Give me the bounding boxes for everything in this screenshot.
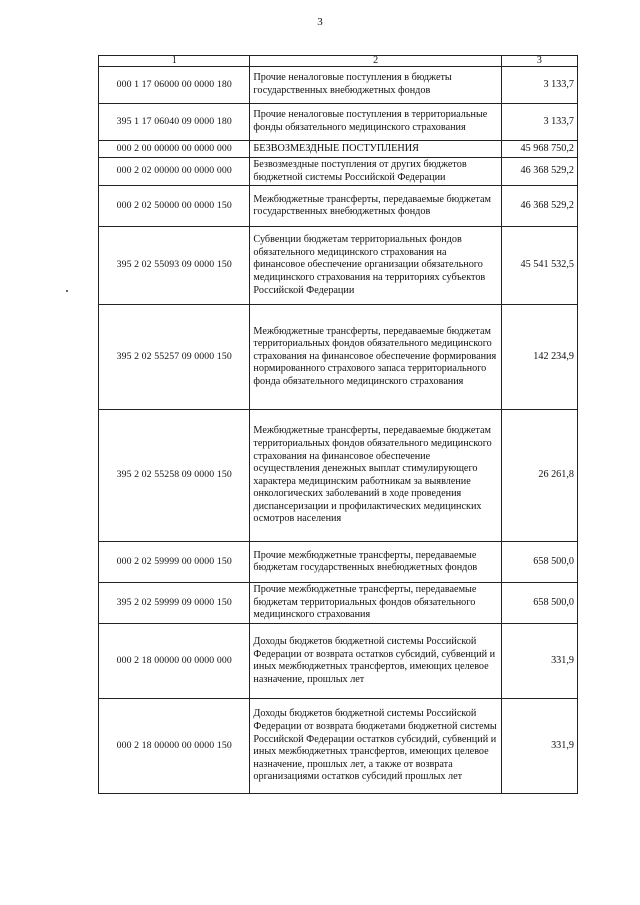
table-row xyxy=(99,104,578,141)
table-row xyxy=(99,699,578,794)
budget-code-cell: 395 1 17 06040 09 0000 180 xyxy=(99,104,250,141)
budget-code-cell: 395 2 02 55093 09 0000 150 xyxy=(99,227,250,305)
revenue-name-cell: Прочие неналоговые поступления в бюджеты государственных внебюджетных фондов xyxy=(250,67,501,104)
table-row xyxy=(99,141,578,158)
budget-code-cell: 395 2 02 55258 09 0000 150 xyxy=(99,410,250,542)
amount-cell: 45 968 750,2 xyxy=(501,141,577,158)
budget-code-cell: 395 2 02 55257 09 0000 150 xyxy=(99,305,250,410)
revenue-name-cell: Прочие межбюджетные трансферты, передаваемые бюджетам государственных внебюджетных фондов xyxy=(250,542,501,583)
header-cell-code: 1 xyxy=(99,56,250,67)
budget-code-cell: 000 1 17 06000 00 0000 180 xyxy=(99,67,250,104)
header-cell-name: 2 xyxy=(250,56,501,67)
revenue-name-cell: Прочие межбюджетные трансферты, передаваемые бюджетам территориальных фондов обязательного медицинского страхования xyxy=(250,583,501,624)
budget-code-cell: 000 2 18 00000 00 0000 000 xyxy=(99,624,250,699)
table-row xyxy=(99,227,578,305)
amount-cell: 658 500,0 xyxy=(501,542,577,583)
revenue-name-cell: Межбюджетные трансферты, передаваемые бюджетам территориальных фондов обязательного медицинского страхования на финансовое обеспечение формирования нормированного страхового запаса территориального фонда обязательного медицинского страхования xyxy=(250,305,501,410)
table-header-row xyxy=(99,56,578,67)
amount-cell: 3 133,7 xyxy=(501,67,577,104)
revenue-name-cell: Доходы бюджетов бюджетной системы Российской Федерации от возврата остатков субсидий, субвенций и иных межбюджетных трансфертов, имеющих целевое назначение, прошлых лет xyxy=(250,624,501,699)
amount-cell: 331,9 xyxy=(501,624,577,699)
table-row xyxy=(99,583,578,624)
revenue-name-cell: Межбюджетные трансферты, передаваемые бюджетам территориальных фондов обязательного медицинского страхования на финансовое обеспечение осуществления денежных выплат стимулирующего характера медицинским работникам за выявление онкологических заболеваний в ходе проведения диспансеризации и профилактических медицинских осмотров населения xyxy=(250,410,501,542)
budget-code-cell: 000 2 02 50000 00 0000 150 xyxy=(99,186,250,227)
table-row xyxy=(99,624,578,699)
scan-speck xyxy=(66,290,68,292)
amount-cell: 142 234,9 xyxy=(501,305,577,410)
amount-cell: 26 261,8 xyxy=(501,410,577,542)
table-row xyxy=(99,67,578,104)
amount-cell: 46 368 529,2 xyxy=(501,158,577,186)
budget-code-cell: 000 2 00 00000 00 0000 000 xyxy=(99,141,250,158)
table-row xyxy=(99,186,578,227)
revenue-name-cell: Безвозмездные поступления от других бюджетов бюджетной системы Российской Федерации xyxy=(250,158,501,186)
table-row xyxy=(99,305,578,410)
table-row xyxy=(99,542,578,583)
header-cell-amount: 3 xyxy=(501,56,577,67)
table-row xyxy=(99,410,578,542)
amount-cell: 46 368 529,2 xyxy=(501,186,577,227)
revenue-name-cell: Прочие неналоговые поступления в территориальные фонды обязательного медицинского страхования xyxy=(250,104,501,141)
revenue-name-cell: Доходы бюджетов бюджетной системы Российской Федерации от возврата бюджетами бюджетной системы Российской Федерации остатков субсидий, субвенций и иных межбюджетных трансфертов, имеющих целевое назначение, прошлых лет, а также от возврата организациями остатков субсидий прошлых лет xyxy=(250,699,501,794)
table-row xyxy=(99,158,578,186)
budget-revenue-table xyxy=(98,55,578,794)
budget-code-cell: 000 2 18 00000 00 0000 150 xyxy=(99,699,250,794)
budget-code-cell: 395 2 02 59999 09 0000 150 xyxy=(99,583,250,624)
page-number: 3 xyxy=(317,16,323,28)
revenue-name-cell: БЕЗВОЗМЕЗДНЫЕ ПОСТУПЛЕНИЯ xyxy=(250,141,501,158)
amount-cell: 3 133,7 xyxy=(501,104,577,141)
amount-cell: 658 500,0 xyxy=(501,583,577,624)
amount-cell: 45 541 532,5 xyxy=(501,227,577,305)
revenue-name-cell: Субвенции бюджетам территориальных фондов обязательного медицинского страхования на финансовое обеспечение организации обязательного медицинского страхования на территориях субъектов Российской Федерации xyxy=(250,227,501,305)
revenue-name-cell: Межбюджетные трансферты, передаваемые бюджетам государственных внебюджетных фондов xyxy=(250,186,501,227)
amount-cell: 331,9 xyxy=(501,699,577,794)
budget-code-cell: 000 2 02 59999 00 0000 150 xyxy=(99,542,250,583)
budget-code-cell: 000 2 02 00000 00 0000 000 xyxy=(99,158,250,186)
